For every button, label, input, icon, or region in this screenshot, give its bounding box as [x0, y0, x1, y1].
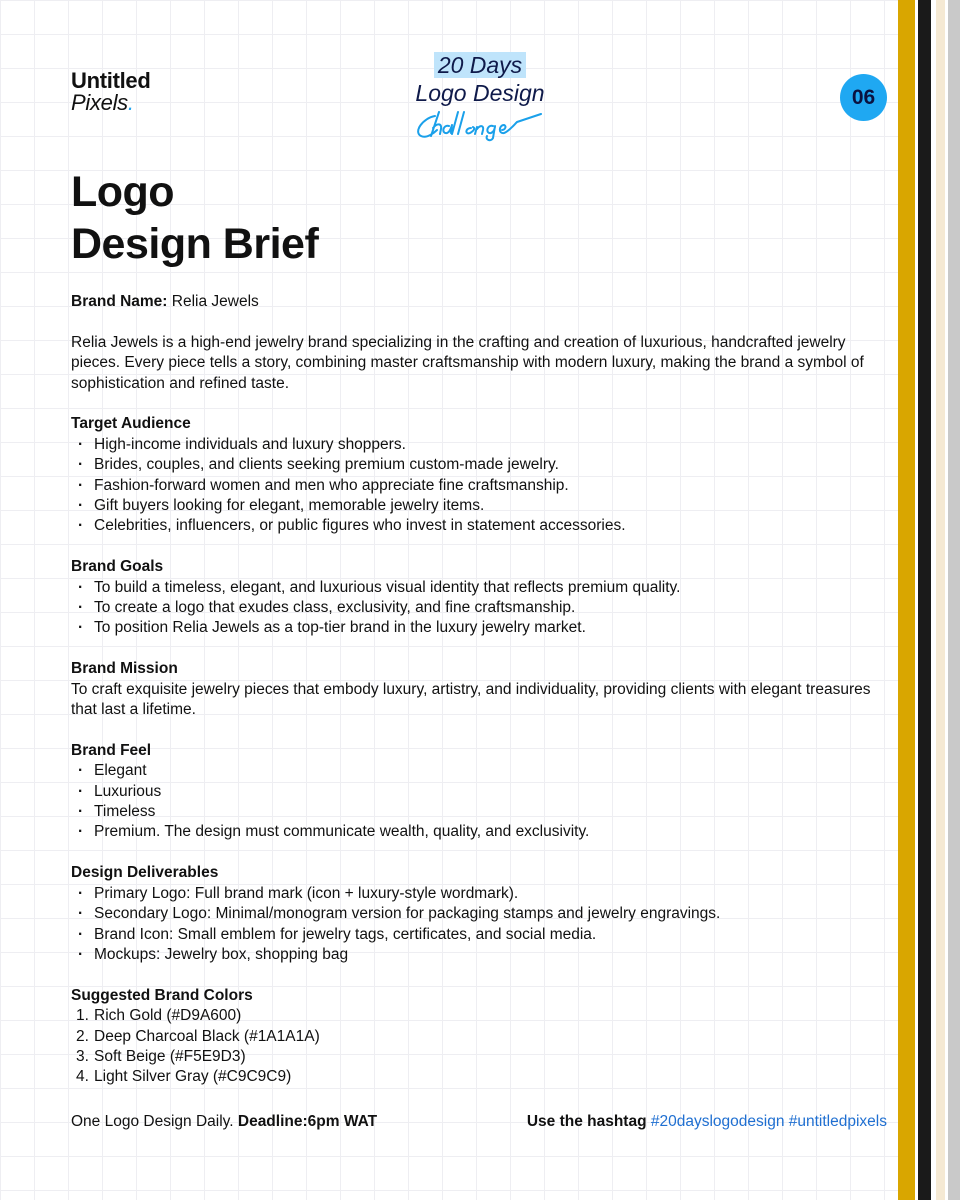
brand-name-value: Relia Jewels	[171, 293, 259, 310]
list-item: · Secondary Logo: Minimal/monogram version for packaging stamps and jewelry engravings.	[71, 904, 891, 924]
stripe-black	[918, 0, 931, 1200]
color-stripes	[898, 0, 960, 1200]
page-title	[71, 166, 318, 270]
list-item: 1. Rich Gold (#D9A600)	[76, 1007, 242, 1025]
brand-name-row	[71, 292, 891, 312]
list-item: 4. Light Silver Gray (#C9C9C9)	[76, 1068, 292, 1086]
stripe-silver	[948, 0, 960, 1200]
deliverables-list	[71, 884, 891, 966]
footer-deadline: Deadline:6pm WAT	[237, 1113, 378, 1130]
title-line2: Design Brief	[71, 220, 319, 268]
footer-right	[527, 1113, 887, 1131]
list-item: · Mockups: Jewelry box, shopping bag	[71, 945, 891, 965]
challenge-line2: Logo Design	[415, 80, 545, 106]
list-item: · Gift buyers looking for elegant, memorable jewelry items.	[71, 496, 891, 516]
list-item: · Brides, couples, and clients seeking premium custom-made jewelry.	[71, 455, 891, 475]
brand-name-label: Brand Name:	[71, 293, 168, 310]
brand-line2: Pixels	[71, 90, 128, 115]
target-audience-heading: Target Audience	[71, 415, 191, 433]
list-item: · Primary Logo: Full brand mark (icon + luxury-style wordmark).	[71, 884, 891, 904]
target-audience-list	[71, 435, 891, 537]
brand-description: Relia Jewels is a high-end jewelry brand specializing in the crafting and creation of luxurious, handcrafted jewelry pieces. Every piece tells a story, combining master craftsmanship with modern luxury, making the brand a symbol of sophistication and refined taste.	[71, 333, 864, 392]
footer-hashtags: #20dayslogodesign #untitledpixels	[650, 1113, 887, 1130]
footer-hashtag-label: Use the hashtag	[526, 1113, 647, 1130]
footer-tagline: One Logo Design Daily.	[71, 1113, 234, 1130]
list-item: · Elegant	[71, 761, 891, 781]
footer-left	[71, 1113, 377, 1131]
list-item: · Timeless	[71, 802, 891, 822]
brand-line1: Untitled	[71, 68, 151, 93]
challenge-script	[405, 106, 555, 142]
list-item: · To create a logo that exudes class, exclusivity, and fine craftsmanship.	[71, 598, 891, 618]
challenge-line1: 20 Days	[434, 52, 526, 78]
list-item: · Fashion-forward women and men who appreciate fine craftsmanship.	[71, 476, 891, 496]
list-item: · High-income individuals and luxury shoppers.	[71, 435, 891, 455]
brief-content	[71, 292, 891, 1088]
list-item: · Brand Icon: Small emblem for jewelry tags, certificates, and social media.	[71, 925, 891, 945]
stripe-gold	[898, 0, 915, 1200]
list-item: 2. Deep Charcoal Black (#1A1A1A)	[76, 1027, 320, 1045]
brand-dot: .	[127, 90, 134, 115]
colors-list	[71, 1006, 891, 1088]
brand-mission-text: To craft exquisite jewelry pieces that embody luxury, artistry, and individuality, providing clients with elegant treasures that last a lifetime.	[71, 680, 871, 719]
brand-feel-heading: Brand Feel	[71, 741, 152, 759]
brand-goals-list	[71, 578, 891, 639]
list-item: · Celebrities, influencers, or public figures who invest in statement accessories.	[71, 516, 891, 536]
list-item: · To position Relia Jewels as a top-tier brand in the luxury jewelry market.	[71, 618, 891, 638]
list-item: 3. Soft Beige (#F5E9D3)	[76, 1047, 246, 1065]
list-item: · Premium. The design must communicate wealth, quality, and exclusivity.	[71, 822, 891, 842]
brand-logo	[71, 70, 150, 114]
brand-goals-heading: Brand Goals	[71, 558, 164, 576]
colors-heading: Suggested Brand Colors	[71, 986, 253, 1004]
brand-feel-list	[71, 761, 891, 843]
list-item: · Luxurious	[71, 782, 891, 802]
deliverables-heading: Design Deliverables	[71, 864, 219, 882]
stripe-beige	[936, 0, 945, 1200]
day-badge: 06	[840, 74, 887, 121]
list-item: · To build a timeless, elegant, and luxurious visual identity that reflects premium quality.	[71, 578, 891, 598]
challenge-logo	[380, 52, 580, 142]
brand-mission-heading: Brand Mission	[71, 660, 178, 678]
title-line1: Logo	[71, 168, 175, 216]
